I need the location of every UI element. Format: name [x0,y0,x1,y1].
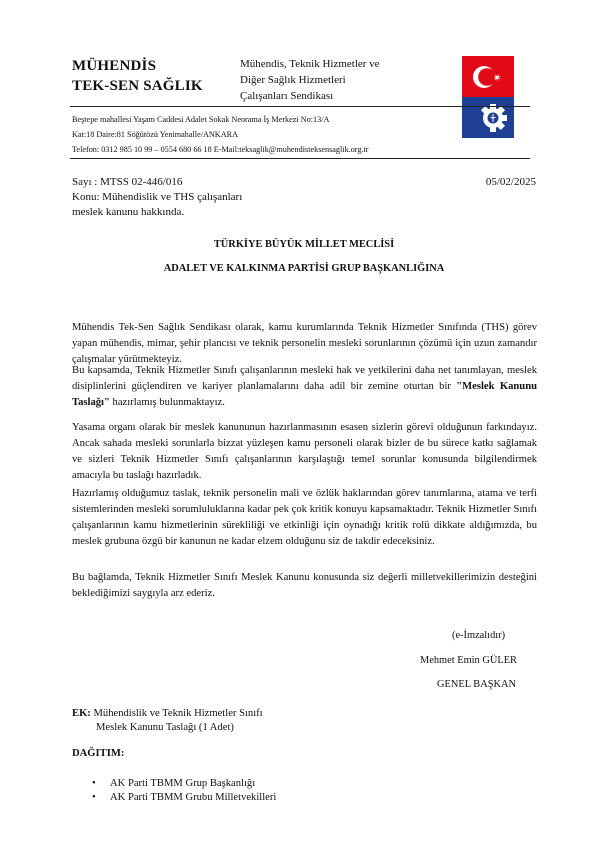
org-desc-line2: Diğer Sağlık Hizmetleri [240,74,346,86]
contact-line: Telefon: 0312 985 10 99 – 0554 680 66 18 E-Mail:teksaglik@muhendisteksensaglik.org.tr [72,145,369,154]
body-paragraph-4: Hazırlamış olduğumuz taslak, teknik personelin mali ve özlük haklarından görev tanımlarına, atama ve terfi sistemlerinden mesleki sorumluluklarına kadar pek çok kritik konuyu kapsamaktadır. Teknik Hizmetler Sınıfı çalışanlarının kamu hizmetlerinin sürekliliği ve etkinliği için oynadığı kritik rolü dikkate aldığımızda, bu meslek grubuna özgü bir kanunun ne kadar elzem olduğunu siz de takdir edeceksiniz. [72,488,537,547]
signer-title: GENEL BAŞKAN [437,679,516,690]
body-paragraph-5: Bu bağlamda, Teknik Hizmetler Sınıfı Meslek Kanunu konusunda siz değerli milletvekillerimizin desteğini beklediğimizi saygıyla arz ederiz. [72,572,537,599]
document-subject [72,190,242,220]
body-paragraph-3: Yasama organı olarak bir meslek kanununun hazırlanmasının esasen sizlerin görevi olduğunun farkındayız. Ancak sahada mesleki sorunlarla bizzat yüzleşen kamu personeli olarak bizler de bu sürece katkı sağlamak ve sizleri Teknik Hizmetler Sınıfı çalışanlarının karşılaştığı temel sorunlar konusunda bilgilendirmek amacıyla bu taslağı hazırladık. [72,422,537,481]
distribution-item: • AK Parti TBMM Grup Başkanlığı [92,777,276,791]
attachment-block [72,707,263,735]
org-name-line1: MÜHENDİS [72,58,157,74]
attachment-line2: Meslek Kanunu Taslağı (1 Adet) [96,722,234,733]
attachment-label: EK: [72,708,91,719]
subject-line1: Konu: Mühendislik ve THS çalışanları [72,191,243,203]
org-desc-line1: Mühendis, Teknik Hizmetler ve [240,58,380,70]
distribution-title: DAĞITIM: [72,748,125,759]
document-date: 05/02/2025 [485,176,536,188]
body-paragraph-1: Mühendis Tek-Sen Sağlık Sendikası olarak, kamu kurumlarında Teknik Hizmetler Sınıfında (THS) görev yapan mühendis, mimar, şehir plancısı ve teknik personelin mesleki sorunlarının çözümü için uzun zamandır çalışmalar yürütmekteyiz. [72,322,537,365]
org-name-line2: TEK-SEN SAĞLIK [72,78,203,94]
distribution-list [92,777,276,805]
contact-divider [70,158,530,159]
signer-name: Mehmet Emin GÜLER [420,655,517,666]
address-line1: Beştepe mahallesi Yaşam Caddesi Adalet Sokak Neorama İş Merkezi No:13/A [72,115,330,124]
contact-block [72,112,369,157]
address-line2: Kat:18 Daire:81 Söğütözü Yenimahalle/ANKARA [72,130,239,139]
organization-name [72,56,203,96]
draft-title-bold: "Meslek Kanunu Taslağı" [72,381,537,408]
distribution-item: • AK Parti TBMM Grubu Milletvekilleri [92,791,276,805]
header-divider [70,106,530,107]
attachment-line1: Mühendislik ve Teknik Hizmetler Sınıfı [90,708,263,719]
e-signature-note: (e-İmzalıdır) [452,630,506,641]
p2-text-a: Bu kapsamda, Teknik Hizmetler Sınıfı çalışanlarının mesleki hak ve yetkilerini daha net tanımlayan, meslek disiplinlerini güçlendiren ve kariyer planlamalarını daha adil bir zemine oturtan bir [72,365,537,392]
body-paragraph-2 [72,363,537,411]
organization-description [240,56,380,104]
subject-line2: meslek kanunu hakkında. [72,206,185,218]
document-number: Sayı : MTSS 02-446/016 [72,176,183,188]
logo-emblem-icon [462,56,514,138]
p2-text-b: hazırlamış bulunmaktayız. [109,397,225,408]
recipient-line2: ADALET VE KALKINMA PARTİSİ GRUP BAŞKANLIĞINA [163,263,445,274]
union-logo [462,56,514,138]
org-desc-line3: Çalışanları Sendikası [240,90,334,102]
recipient-line1: TÜRKİYE BÜYÜK MİLLET MECLİSİ [213,239,395,250]
